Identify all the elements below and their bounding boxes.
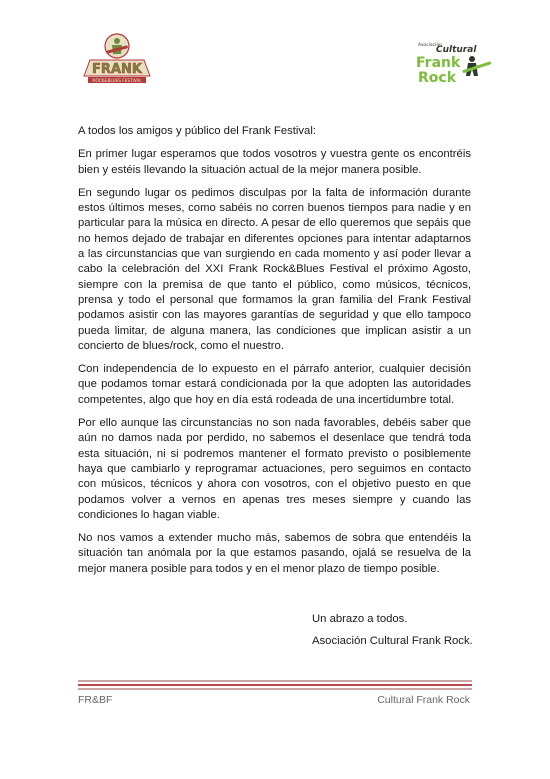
logo-right-line3: Frank [416,55,461,71]
letter-paragraph-4: Por ello aunque las circunstancias no son nada favorables, debéis saber que aún no damos nada por perdido, no sabemos el desenlace que tendrá toda esta situación, ni si podremos mantener el formato previsto o posiblemente haya que cambiarlo y reprogramar actuaciones, pero seguimos en contacto con músicos, técnicos y ahora con vosotros, con el objetivo puesto en que podamos volver a vernos en apenas tres meses siempre y cuando las condiciones lo hagan viable. [78,417,471,521]
signature: Asociación Cultural Frank Rock. [312,635,473,648]
logo-left-subtext: ROCK&BLUES FESTIVAL [92,78,142,83]
logo-right-line4: Rock [418,70,457,86]
letter-closing [312,612,473,657]
letter-paragraph-2: En segundo lugar os pedimos disculpas por la falta de información durante estos últimos meses, como sabéis no corren buenos tiempos para nadie y en particular para la música en directo. A pesar de ello queremos que sepáis que no hemos dejado de trabajar en diferentes opciones para intentar adaptarnos a las circunstancias que van surgiendo en cada momento y así poder llevar a cabo la celebración del XXI Frank Rock&Blues Festival el próximo Agosto, siempre con la premisa de que tanto el público, como músicos, técnicos, prensa y todo el personal que formamos la gran familia del Frank Festival podamos asistir con las mayores garantías de seguridad y que ello tampoco pueda limitar, de alguna manera, las condiciones que implican asistir a un concierto de blues/rock, como el nuestro. [78,186,471,352]
asociacion-cultural-logo [408,38,500,86]
closing-line: Un abrazo a todos. [312,613,408,625]
logo-left-text: FRANK [92,62,142,77]
guitarist-icon [105,34,129,58]
letter-greeting: A todos los amigos y público del Frank Festival: [78,125,316,137]
footer-divider-top [78,680,472,682]
footer-divider-bottom [78,688,472,690]
footer-left-text: FR&BF [78,694,113,706]
logo-right-line1: Asociación [418,43,442,48]
frank-festival-logo [78,32,156,88]
letter-body [78,124,471,585]
footer-divider-middle [78,684,472,686]
guitar-player-icon [462,56,491,76]
footer-right-text: Cultural Frank Rock [377,694,470,706]
logo-right-line2: Cultural [436,45,477,55]
letter-paragraph-5: No nos vamos a extender mucho más, sabemos de sobra que entendéis la situación tan anómala por la que estamos pasando, ojalá se resuelva de la mejor manera posible para todos y en el menor plazo de tiempo posible. [78,532,471,575]
letter-paragraph-3: Con independencia de lo expuesto en el párrafo anterior, cualquier decisión que podamos tomar estará condicionada por la que adopten las autoridades competentes, algo que hoy en día está rodeada de una incertidumbre total. [78,363,471,406]
letter-paragraph-1: En primer lugar esperamos que todos vosotros y vuestra gente os encontréis bien y estéis llevando la situación actual de la mejor manera posible. [78,148,471,176]
